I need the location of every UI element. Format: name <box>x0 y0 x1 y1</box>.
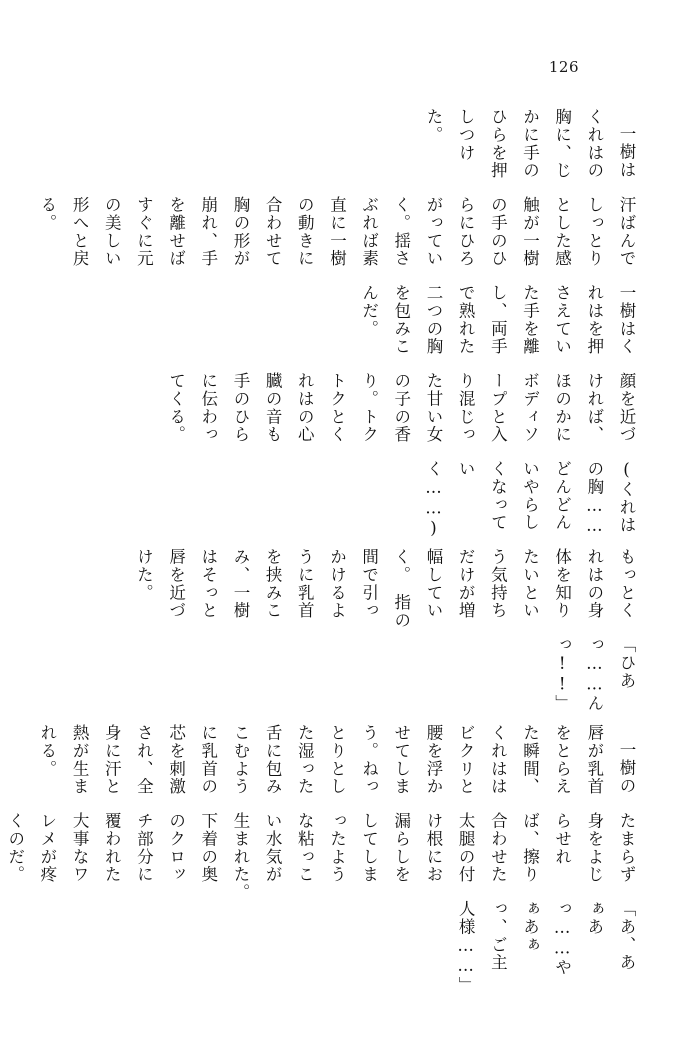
page-number: 126 <box>548 58 579 76</box>
paragraph: 一樹はくれはを押さえていた手を離し、両手で熟れた二つの胸を包みこんだ。 <box>359 284 636 356</box>
paragraph: 一樹の唇が乳首をとらえた瞬間、くれははビクリと腰を浮かせてしまう。ねっとりとした湿った舌に包みこむように乳首の芯を刺激され、全身に汗と熱が生まれる。 <box>37 724 636 796</box>
paragraph: 一樹はくれはの胸に、じかに手のひらを押しつけた。 <box>423 108 636 180</box>
paragraph: もっとくれはの身体を知りたいという気持ちだけが増幅していく。 指の間で引っかけるように乳首を挟みこみ、一樹はそっと唇を近づけた。 <box>134 548 636 630</box>
paragraph: 「あ、あぁあっ……やぁあぁっ、ご主人様……」 <box>456 900 636 995</box>
page-body-text <box>5 108 642 995</box>
paragraph: 「ひあっ……んっ!!」 <box>552 636 636 713</box>
paragraph: 汗ばんでしっとりとした感触が一樹の手のひらにひろがっていく。揺さぶれば素直に一樹の動きに合わせて胸の形が崩れ、手を離せばすぐに元の美しい形へと戻る。 <box>37 196 636 268</box>
paragraph: 顔を近づければ、ほのかにボディソープと入り混じった甘い女の子の香り。トクトクとくれはの心臓の音も手のひらに伝わってくる。 <box>166 372 636 444</box>
paragraph: たまらず身をよじらせれば、擦り合わせた太腿の付け根にお漏らしをしてしまったような粘っこい水気が生まれた。 下着の奥のクロッチ部分に覆われた大事なワレメが疼くのだ。 <box>5 812 636 912</box>
paragraph: (くれはの胸……どんどんいやらしくなっていく……) <box>423 460 636 540</box>
